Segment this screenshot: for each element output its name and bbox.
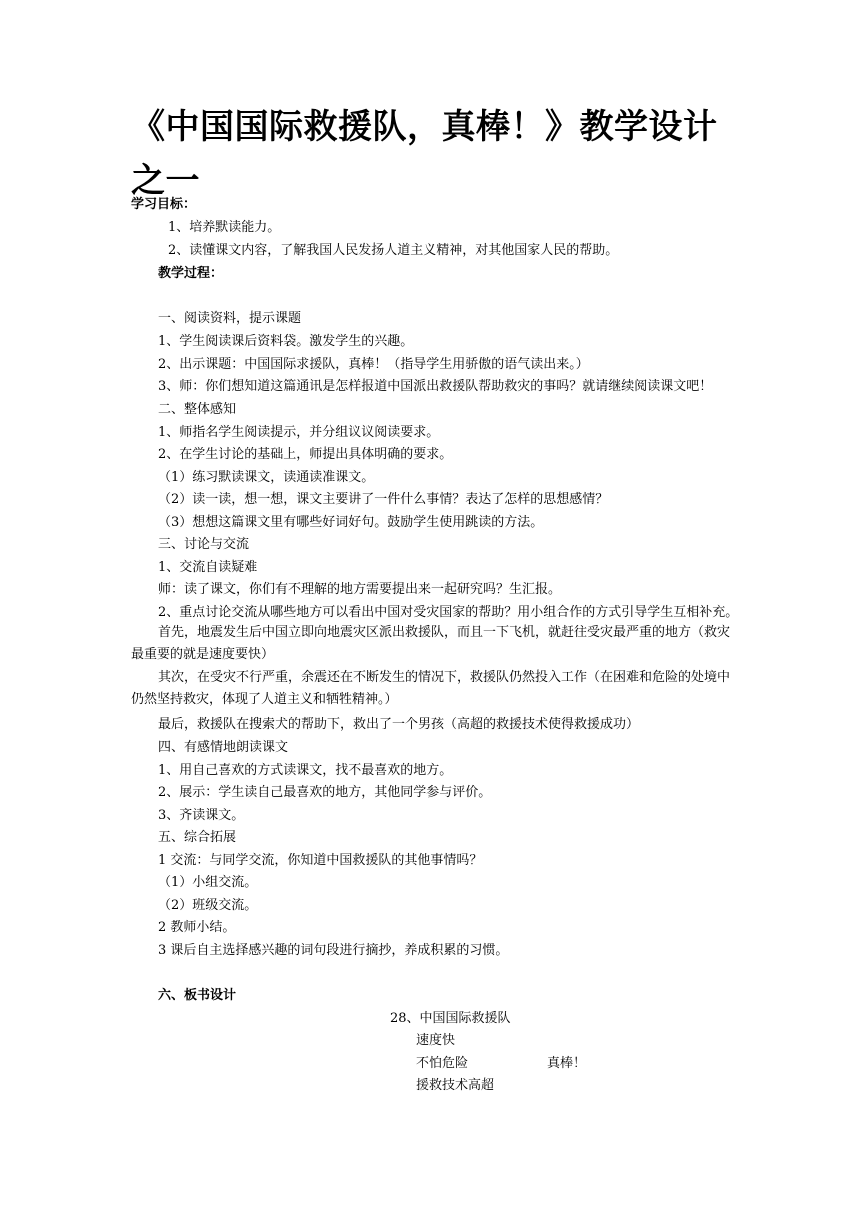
section-1-title: 一、阅读资料，提示课题 [158,311,302,326]
section-4-item-3: 3、齐读课文。 [158,808,245,823]
section-2-item-4: （2）读一读，想一想，课文主要讲了一件什么事情？表达了怎样的思想感情？ [158,492,609,507]
section-3-title: 三、讨论与交流 [158,537,250,552]
section-2-item-1: 1、师指名学生阅读提示，并分组议议阅读要求。 [158,425,440,440]
section-2-title: 二、整体感知 [158,402,237,417]
goal-item-1: 1、培养默读能力。 [168,220,281,235]
section-1-item-3: 3、师：你们想知道这篇通讯是怎样报道中国派出救援队帮助救灾的事吗？就请继续阅读课文吧！ [158,379,713,394]
section-5-title: 五、综合拓展 [158,830,237,845]
section-5-item-2: （1）小组交流。 [158,875,258,890]
goals-heading: 学习目标： [131,197,197,212]
section-3-item-2: 师：读了课文，你们有不理解的地方需要提出来一起研究吗？生汇报。 [158,582,562,597]
section-3-paragraph-2: 其次，在受灾不行严重，余震还在不断发生的情况下，救援队仍然投入工作（在困难和危险的处境中仍然坚持救灾，体现了人道主义和牺牲精神。） [131,670,731,707]
board-item-3: 援救技术高超 [416,1078,495,1093]
section-5-item-1: 1 交流：与同学交流，你知道中国救援队的其他事情吗？ [158,853,483,868]
section-4-title: 四、有感情地朗读课文 [158,740,289,755]
board-item-2: 不怕危险 [416,1056,469,1071]
section-3-paragraph-1: 首先，地震发生后中国立即向地震灾区派出救援队，而且一下飞机，就赶往受灾最严重的地方（救灾最重要的就是速度要快） [131,625,731,662]
section-3-paragraph-3: 最后，救援队在搜索犬的帮助下，救出了一个男孩（高超的救援技术使得救援成功） [158,717,640,732]
section-3-item-3: 2、重点讨论交流从哪些地方可以看出中国对受灾国家的帮助？用小组合作的方式引导学生互相补充。 [158,605,739,620]
section-3-item-1: 1、交流自读疑难 [158,560,258,575]
section-6-title: 六、板书设计 [158,988,237,1003]
section-4-item-2: 2、展示：学生读自己最喜欢的地方，其他同学参与评价。 [158,785,492,800]
document-title: 《中国国际救援队，真棒！》教学设计之一 [131,107,718,201]
section-4-item-1: 1、用自己喜欢的方式读课文，找不最喜欢的地方。 [158,763,453,778]
section-5-item-5: 3 课后自主选择感兴趣的词句段进行摘抄，养成积累的习惯。 [158,943,509,958]
board-conclusion: 真棒！ [547,1056,587,1071]
board-item-1: 速度快 [416,1033,456,1048]
section-5-item-4: 2 教师小结。 [158,920,236,935]
section-2-item-3: （1）练习默读课文，读通读准课文。 [158,470,375,485]
process-heading: 教学过程： [158,266,224,281]
board-heading: 28、中国国际救援队 [390,1011,511,1026]
section-2-item-5: （3）想想这篇课文里有哪些好词好句。鼓励学生使用跳读的方法。 [158,515,544,530]
section-5-item-3: （2）班级交流。 [158,898,258,913]
goal-item-2: 2、读懂课文内容，了解我国人民发扬人道主义精神，对其他国家人民的帮助。 [168,243,619,258]
section-1-item-1: 1、学生阅读课后资料袋。激发学生的兴趣。 [158,334,414,349]
section-1-item-2: 2、出示课题：中国国际求援队，真棒！（指导学生用骄傲的语气读出来。） [158,357,589,372]
section-2-item-2: 2、在学生讨论的基础上，师提出具体明确的要求。 [158,447,453,462]
